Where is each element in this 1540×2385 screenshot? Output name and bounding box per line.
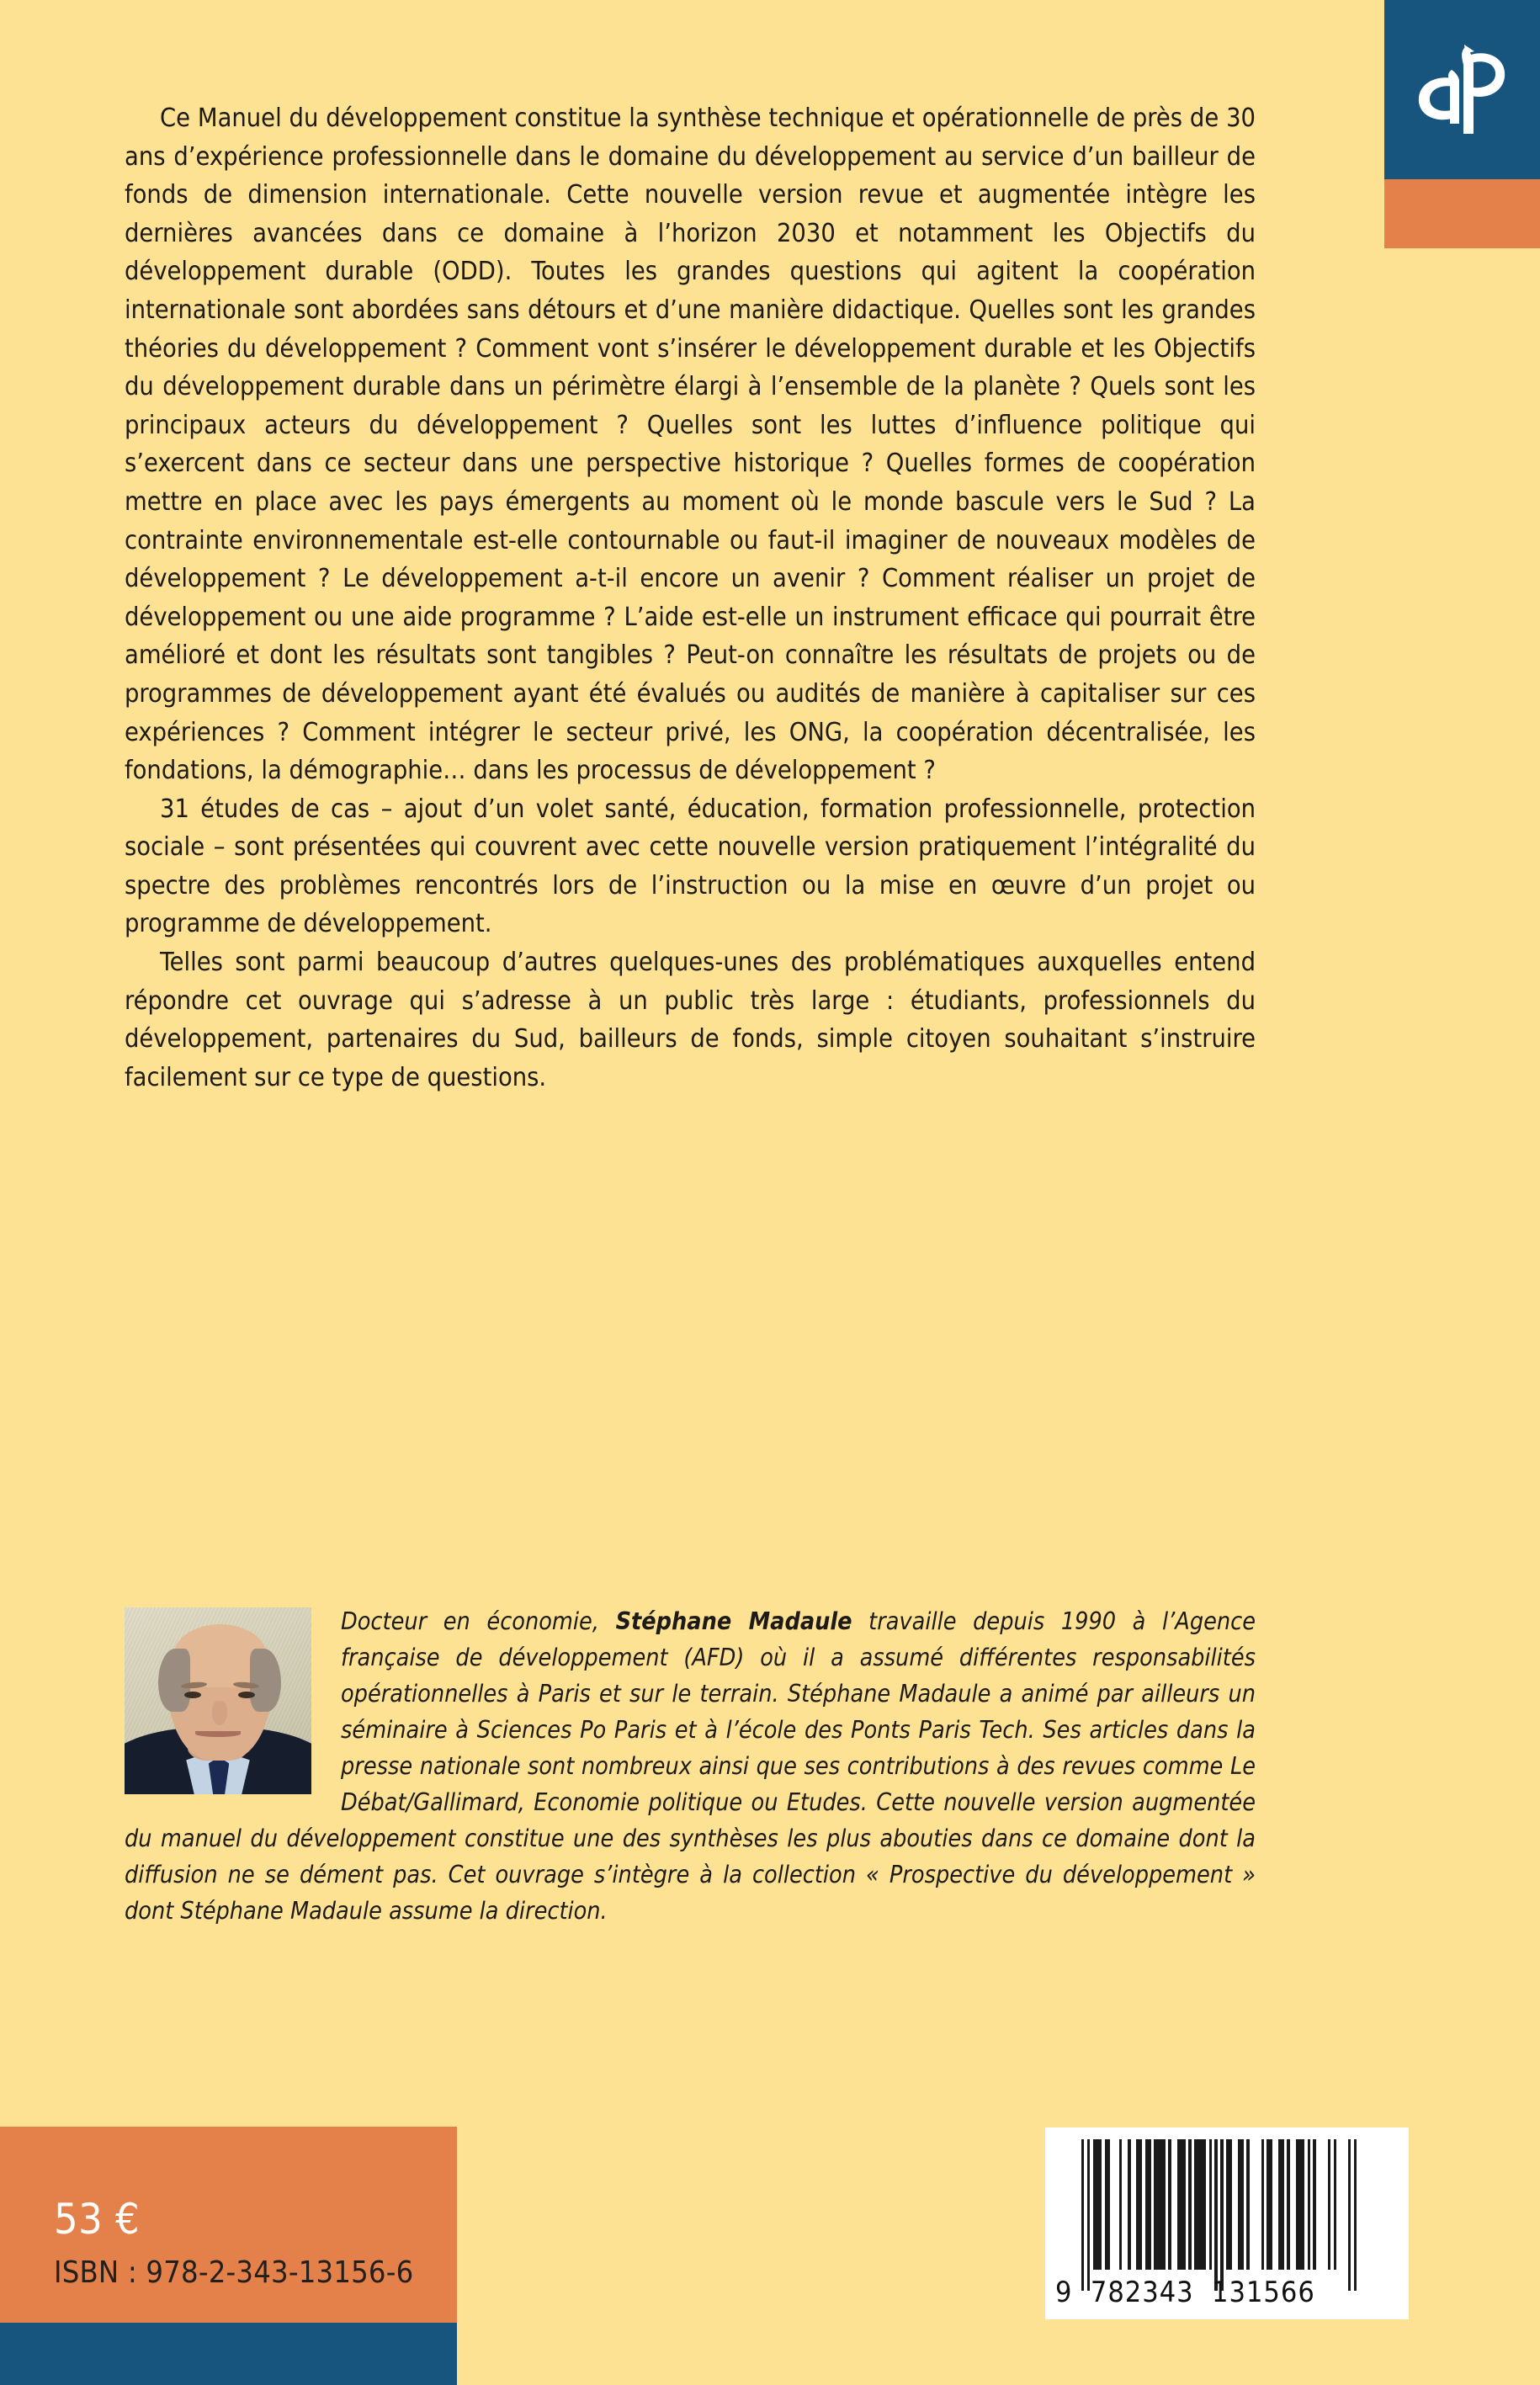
barcode-bars [1081,2139,1357,2291]
publisher-dp-logo-icon [1384,0,1540,179]
photo-mouth [195,1731,240,1738]
back-cover-blurb [125,99,1256,1097]
author-name: Stéphane Madaule [615,1607,852,1635]
bio-body-text: travaille depuis 1990 à l’Agence française de développement (AFD) où il a assumé différentes responsabilités opérationnelles à Paris et sur le terrain. Stéphane Madaule a animé par ailleurs un séminaire à Sciences Po Paris et à l’école des Ponts Paris Tech. Ses articles dans la presse nationale sont nombreux ainsi que ses contributions à des revues comme Le Débat/Gallimard, Economie politique ou Etudes. Cette nouvelle version augmentée du manuel du développement constitue une des synthèses les plus abouties dans ce domaine dont la diffusion ne se dément pas. Cet ouvrage s’intègre à la collection « Prospective du développement » dont Stéphane Madaule assume la direction. [125,1607,1256,1925]
isbn-label: ISBN : 978-2-343-13156-6 [54,2255,414,2290]
publisher-logo-orange-panel [1384,179,1540,248]
blurb-paragraph-1: Ce Manuel du développement constitue la synthèse technique et opérationnelle de près de 30 ans d’expérience professionnelle dans le domaine du développement au service d’un bailleur de fonds de dimension internationale. Cette nouvelle version revue et augmentée intègre les dernières avancées dans ce domaine à l’horizon 2030 et notamment les Objectifs du développement durable (ODD). Toutes les grandes questions qui agitent la coopération internationale sont abordées sans détours et d’une manière didactique. Quelles sont les grandes théories du développement ? Comment vont s’insérer le développement durable et les Objectifs du développement durable dans un périmètre élargi à l’ensemble de la planète ? Quels sont les principaux acteurs du développement ? Quelles sont les luttes d’influence politique qui s’exercent dans ce secteur dans une perspective historique ? Quelles formes de coopération mettre en place avec les pays émergents au moment où le monde bascule vers le Sud ? La contrainte environnementale est-elle contournable ou faut-il imaginer de nouveaux modèles de développement ? Le développement a-t-il encore un avenir ? Comment réaliser un projet de développement ou une aide programme ? L’aide est-elle un instrument efficace qui pourrait être amélioré et dont les résultats sont tangibles ? Peut-on connaître les résultats de projets ou de programmes de développement ayant été évalués ou audités de manière à capitaliser sur ces expériences ? Comment intégrer le secteur privé, les ONG, la coopération décentralisée, les fondations, la démographie… dans les processus de développement ? [125,104,1256,786]
bottom-blue-strip [0,2323,457,2385]
bio-lead-text: Docteur en économie, [341,1607,616,1635]
photo-eye-left [184,1692,201,1698]
barcode [1045,2127,1409,2319]
photo-eye-right [238,1692,255,1698]
photo-nose [212,1701,227,1725]
photo-hair-left [158,1649,190,1712]
blurb-paragraph-2: 31 études de cas – ajout d’un volet santé, éducation, formation professionnelle, protection sociale – sont présentées qui couvrent avec cette nouvelle version pratiquement l’intégralité du spectre des problèmes rencontrés lors de l’instruction ou la mise en œuvre d’un projet ou programme de développement. [125,794,1256,939]
barcode-digits: 9 782343 131566 [1055,2276,1315,2309]
price-label: 53 € [54,2195,141,2244]
author-bio-block [125,1603,1256,1929]
blurb-paragraph-3: Telles sont parmi beaucoup d’autres quelques-unes des problématiques auxquelles entend répondre cet ouvrage qui s’adresse à un public très large : étudiants, professionnels du développement, partenaires du Sud, bailleurs de fonds, simple citoyen souhaitant s’instruire facilement sur ce type de questions. [125,948,1256,1092]
author-photo [125,1607,311,1794]
